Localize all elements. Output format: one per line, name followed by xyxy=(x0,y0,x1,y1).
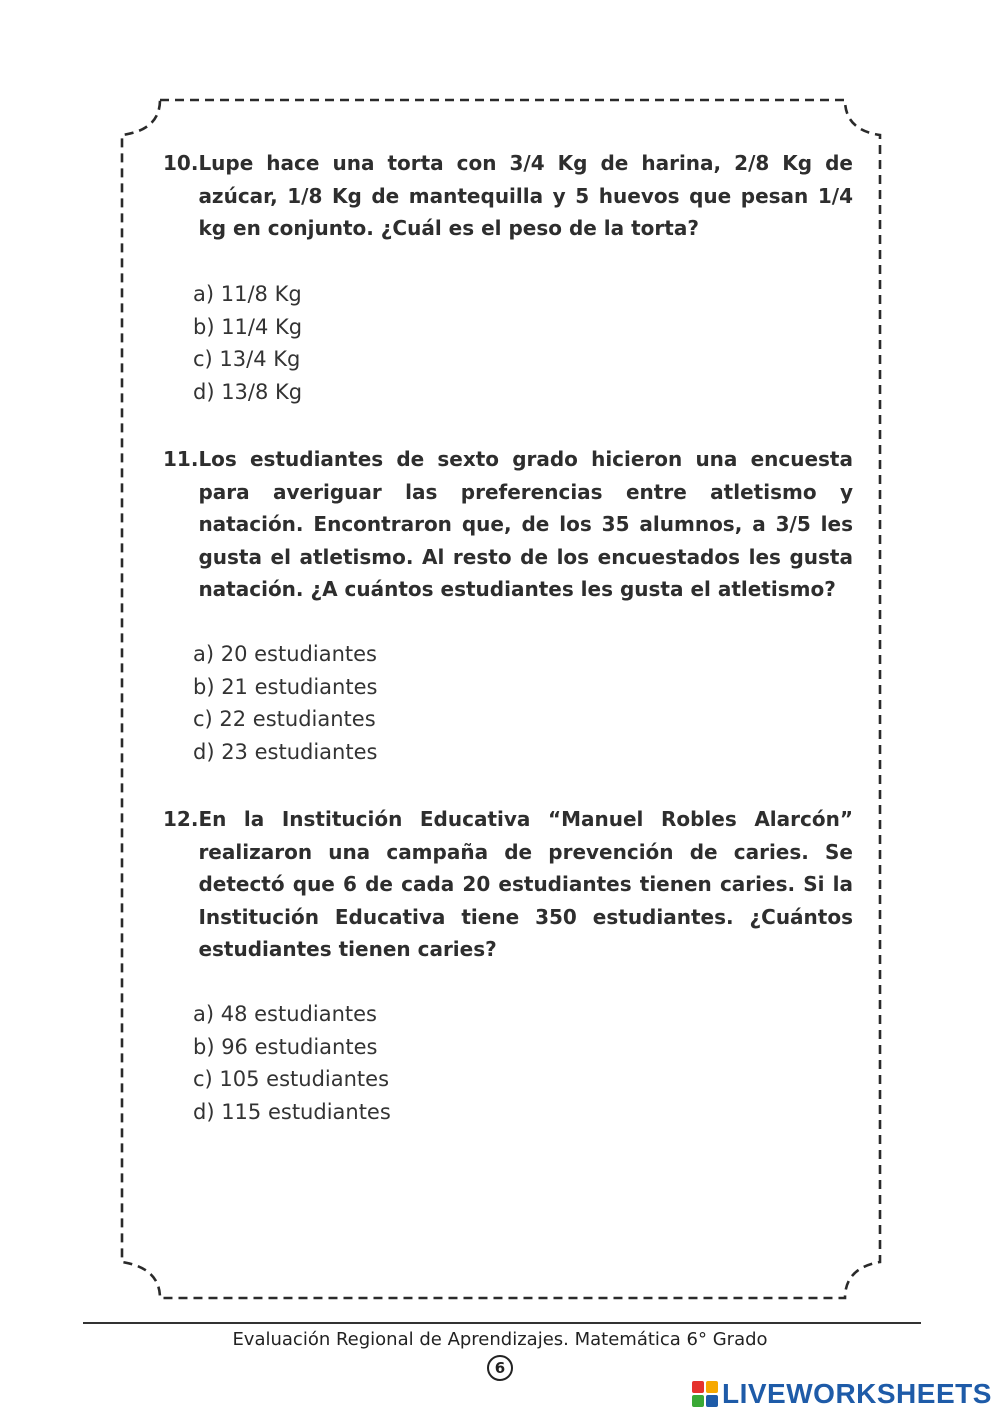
options-list-12 xyxy=(193,998,391,1129)
question-10 xyxy=(163,147,853,245)
liveworksheets-logo-icon xyxy=(692,1381,718,1407)
options-list-11 xyxy=(193,638,377,769)
option-a[interactable]: a) 11/8 Kg xyxy=(193,282,302,306)
question-number: 10. xyxy=(163,151,199,175)
option-d[interactable]: d) 115 estudiantes xyxy=(193,1100,391,1125)
footer-title: Evaluación Regional de Aprendizajes. Matemática 6° Grado xyxy=(232,1329,768,1350)
option-b[interactable]: b) 21 estudiantes xyxy=(193,674,378,699)
question-number: 12. xyxy=(163,807,199,831)
brand-name: LIVEWORKSHEETS xyxy=(722,1378,992,1409)
page-number-badge: 6 xyxy=(487,1355,513,1381)
option-d[interactable]: d) 13/8 Kg xyxy=(193,380,303,405)
question-text: Lupe hace una torta con 3/4 Kg de harina, 2/8 Kg de azúcar, 1/8 Kg de mantequilla y 5 huevos que pesan 1/4 kg en conjunto. ¿Cuál es el peso de la torta? xyxy=(198,151,853,240)
option-d[interactable]: d) 23 estudiantes xyxy=(193,740,378,765)
option-c[interactable]: c) 13/4 Kg xyxy=(193,347,301,372)
liveworksheets-watermark xyxy=(692,1378,992,1410)
option-b[interactable]: b) 11/4 Kg xyxy=(193,314,303,339)
option-a[interactable]: a) 48 estudiantes xyxy=(193,1002,377,1026)
option-c[interactable]: c) 22 estudiantes xyxy=(193,707,376,732)
question-11 xyxy=(163,443,853,606)
question-text: En la Institución Educativa “Manuel Robles Alarcón” realizaron una campaña de prevención de caries. Se detectó que 6 de cada 20 estudiantes tienen caries. Si la Institución Educativa tiene 350 estudiantes. ¿Cuántos estudiantes tienen caries? xyxy=(198,807,853,961)
option-a[interactable]: a) 20 estudiantes xyxy=(193,642,377,666)
options-list-10 xyxy=(193,278,302,409)
footer-divider xyxy=(83,1322,921,1324)
question-12 xyxy=(163,803,853,966)
option-b[interactable]: b) 96 estudiantes xyxy=(193,1034,378,1059)
question-text: Los estudiantes de sexto grado hicieron una encuesta para averiguar las preferencias entre atletismo y natación. Encontraron que, de los 35 alumnos, a 3/5 les gusta el atletismo. Al resto de los encuestados les gusta natación. ¿A cuántos estudiantes les gusta el atletismo? xyxy=(198,447,853,601)
option-c[interactable]: c) 105 estudiantes xyxy=(193,1067,390,1092)
question-number: 11. xyxy=(163,447,199,471)
